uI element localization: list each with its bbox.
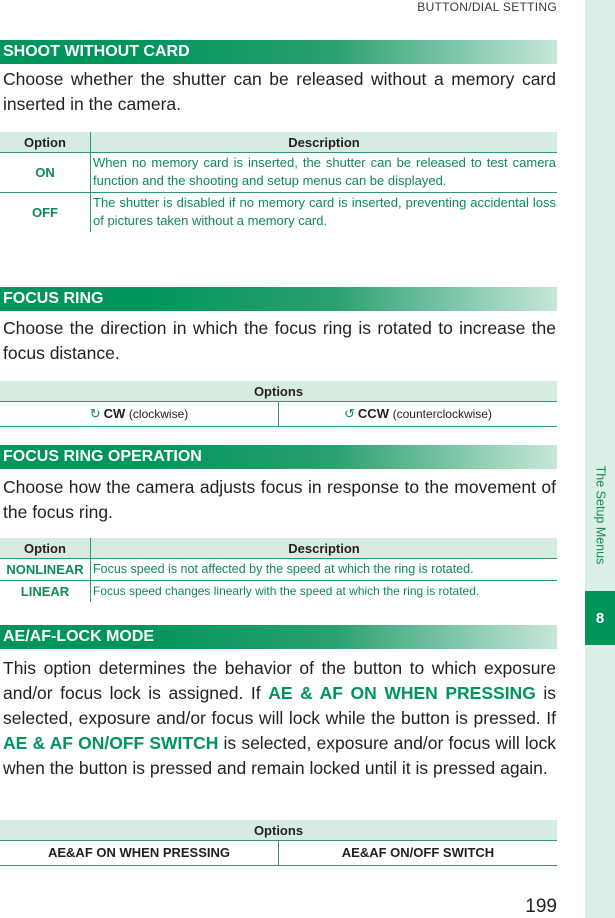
table-row [0,841,557,866]
body-text: This option determines the behavior of the button to which exposure and/or focus lock is assigned. If [3,658,556,703]
chapter-title: The Setup Menus [593,465,608,565]
focus-ring-options-table [0,381,557,427]
section-body-focus-ring-operation: Choose how the camera adjusts focus in response to the movement of the focus ring. [3,477,556,522]
column-header-description: Description [91,132,558,153]
body-text: is selected, exposure and/or focus will lock while the button is pressed. If [3,683,557,728]
column-header-option: Option [0,132,91,153]
table-row [0,153,557,193]
body-text: is selected, exposure and/or focus will lock when the button is pressed and remain locked until it is pressed again. [3,733,556,778]
options-header: Options [0,820,557,841]
column-header-option: Option [0,538,91,559]
option-cw [0,402,279,427]
option-cell: NONLINEAR [0,559,91,581]
description-cell: Focus speed is not affected by the speed at which the ring is rotated. [91,559,558,581]
sidebar-chapter-label [586,440,614,590]
section-heading-ae-af-lock-mode: AE/AF-LOCK MODE [0,625,557,649]
chapter-tab: 8 [585,591,615,645]
section-body-focus-ring: Choose the direction in which the focus ring is rotated to increase the focus distance. [3,318,556,363]
option-cell: LINEAR [0,581,91,603]
option-ccw [279,402,558,427]
description-cell: The shutter is disabled if no memory card is inserted, preventing accidental loss of pictures taken without a memory card. [91,193,558,233]
option-note: (counterclockwise) [392,407,492,421]
highlight-option-name: AE & AF ON/OFF SWITCH [3,733,219,753]
option-cell: ON [0,153,91,193]
table-row [0,581,557,603]
section-heading-focus-ring: FOCUS RING [0,287,557,311]
clockwise-arrow-icon: ↻ [89,406,101,421]
section-heading-shoot-without-card: SHOOT WITHOUT CARD [0,40,557,64]
section-body-shoot-without-card: Choose whether the shutter can be released without a memory card inserted in the camera. [3,69,556,114]
shoot-without-card-table [0,132,557,232]
running-header: BUTTON/DIAL SETTING [417,0,557,14]
counterclockwise-arrow-icon: ↺ [344,406,355,421]
highlight-option-name: AE & AF ON WHEN PRESSING [268,683,536,703]
column-header-description: Description [91,538,558,559]
table-row [0,193,557,233]
description-cell: Focus speed changes linearly with the speed at which the ring is rotated. [91,581,558,603]
table-row [0,402,557,427]
description-cell: When no memory card is inserted, the shutter can be released to test camera function and the shooting and setup menus can be displayed. [91,153,558,193]
table-row [0,559,557,581]
options-header: Options [0,381,557,402]
focus-ring-operation-table [0,538,557,602]
ae-af-lock-mode-options-table [0,820,557,866]
option-ae-af-on-off-switch: AE&AF ON/OFF SWITCH [279,841,558,866]
option-note: (clockwise) [128,407,189,421]
section-body-ae-af-lock-mode [3,656,556,781]
option-ae-af-on-when-pressing: AE&AF ON WHEN PRESSING [0,841,279,866]
option-label: CCW [357,406,389,421]
option-label: CW [103,406,126,421]
page-number: 199 [525,896,557,917]
section-heading-focus-ring-operation: FOCUS RING OPERATION [0,445,557,469]
option-cell: OFF [0,193,91,233]
